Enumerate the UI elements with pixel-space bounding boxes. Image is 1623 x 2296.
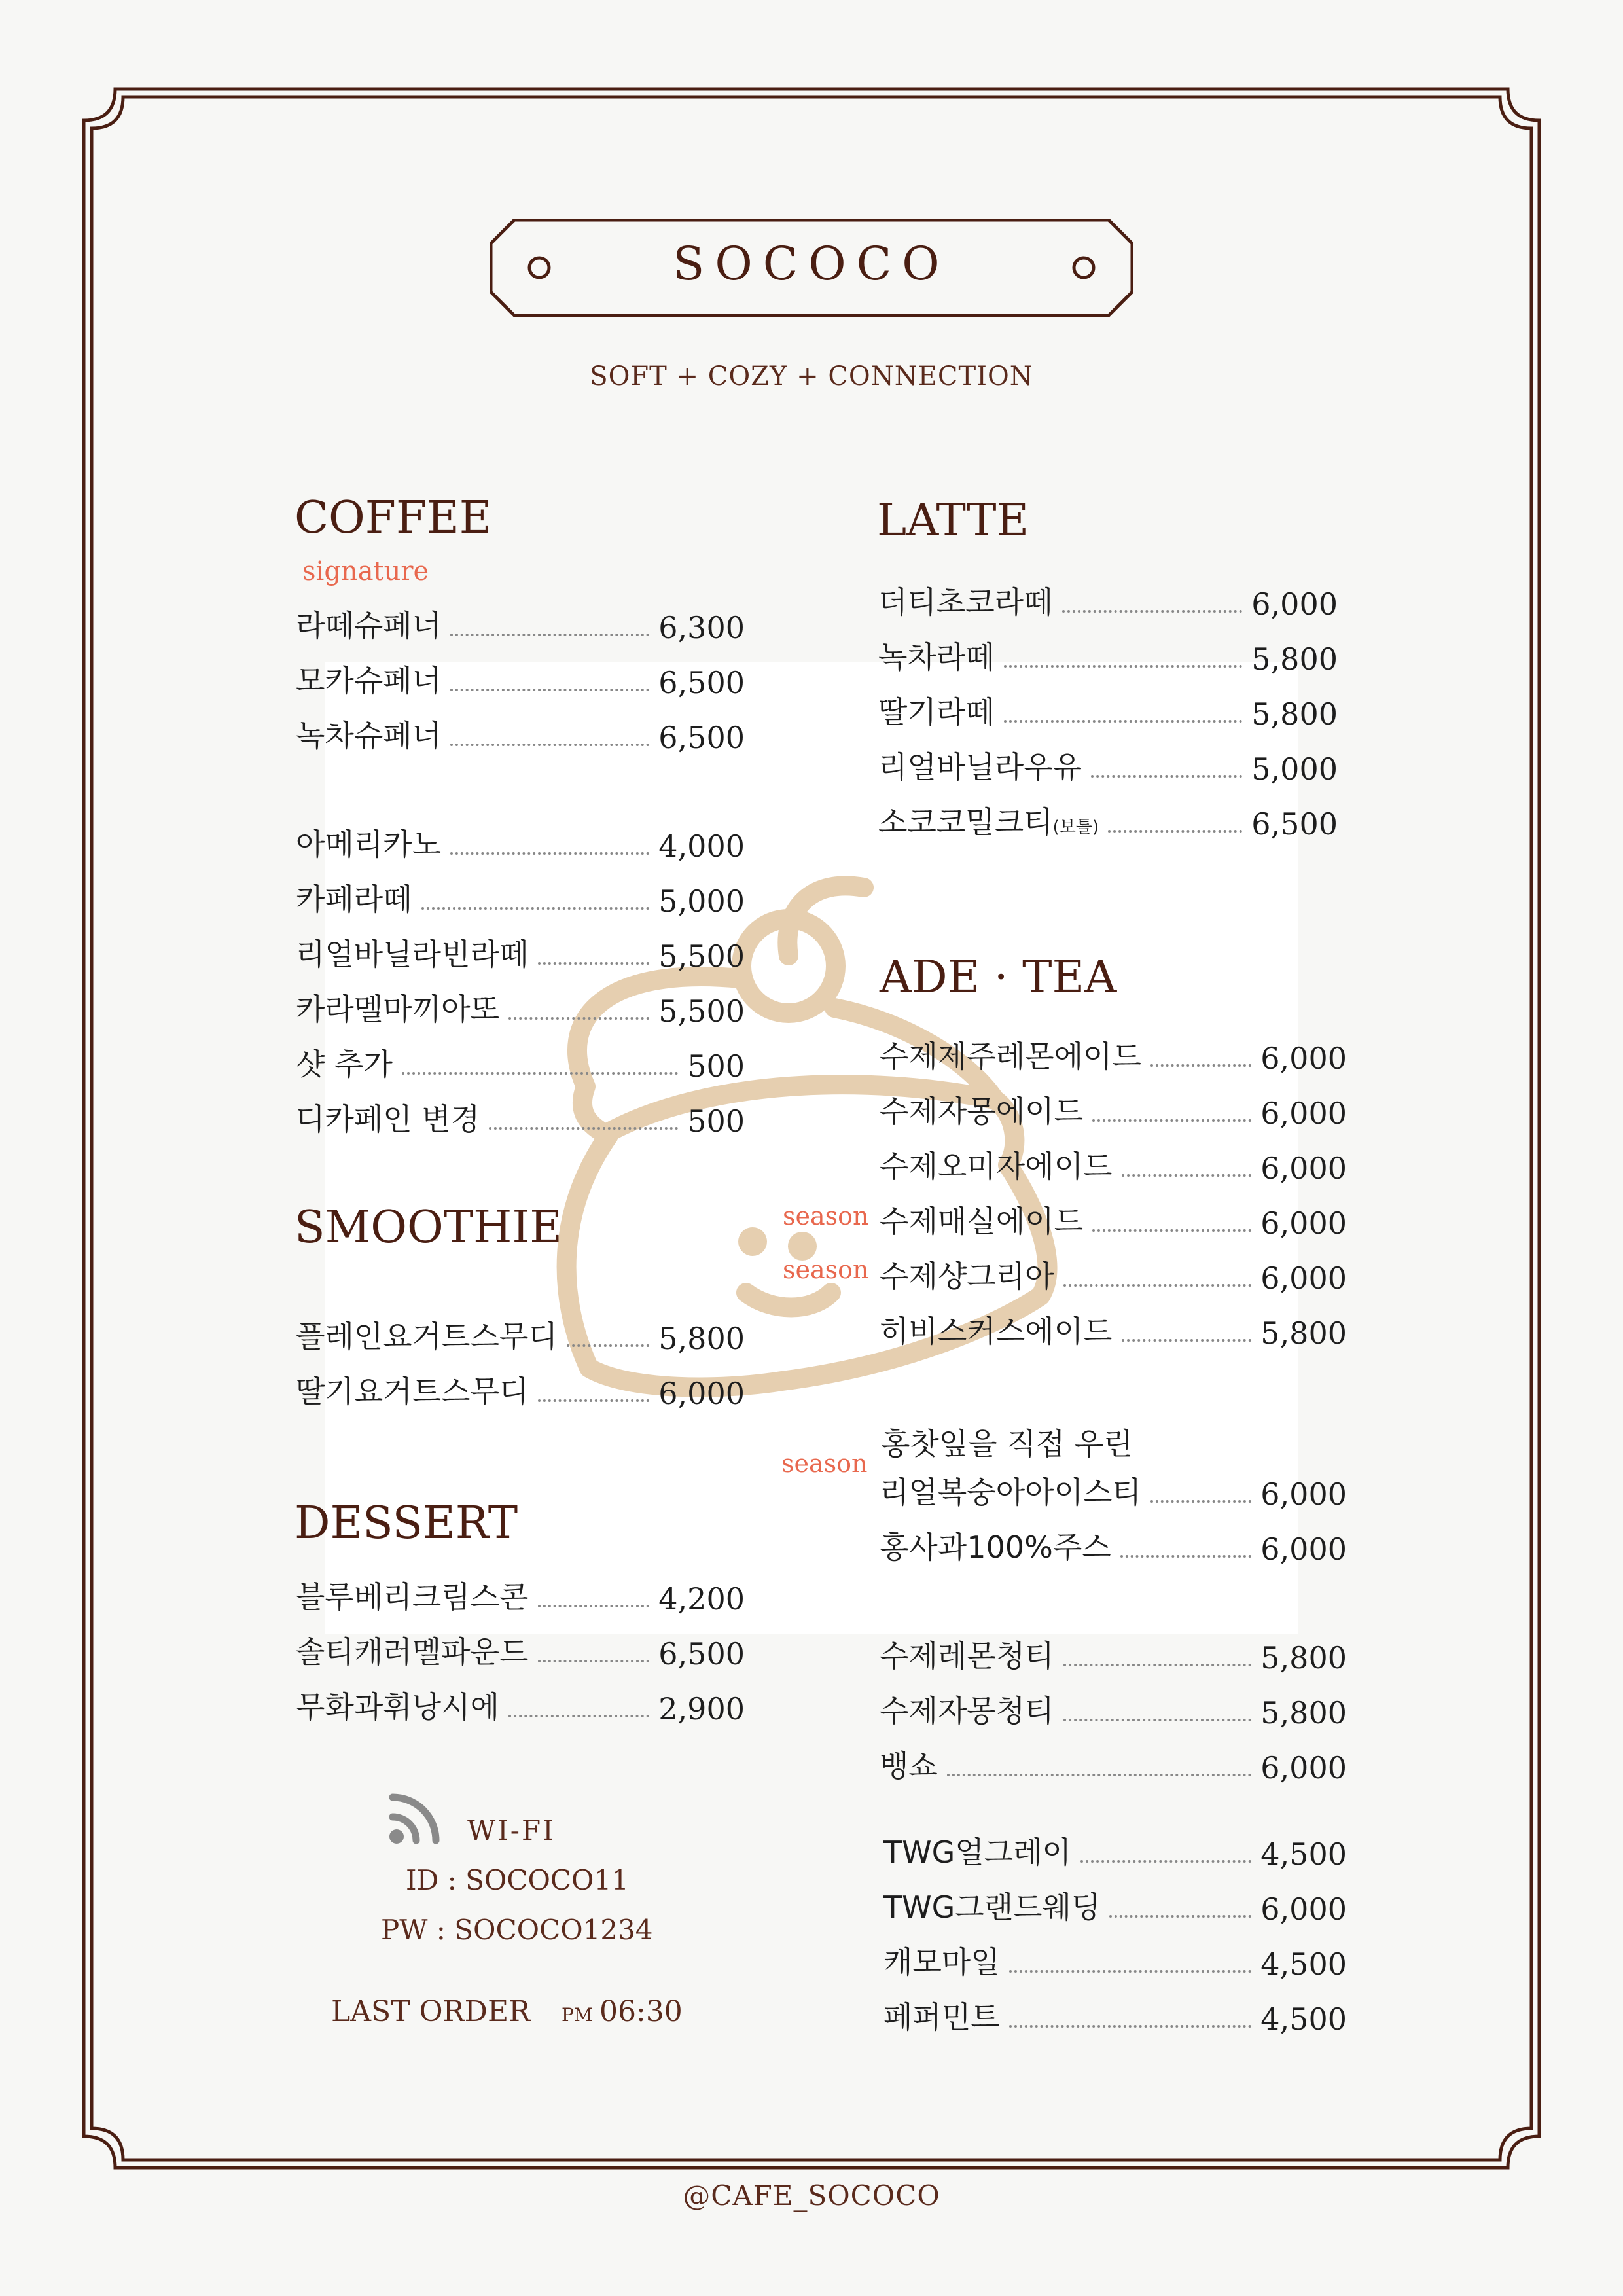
menu-item: 모카슈페너 6,500 <box>296 663 745 700</box>
menu-item: 홍사과100%주스 6,000 <box>880 1530 1347 1567</box>
menu-item: 카페라떼 5,000 <box>296 882 745 919</box>
menu-item: 소코코밀크티(보틀) 6,500 <box>878 804 1338 842</box>
wifi-icon <box>389 1792 441 1844</box>
brand-name: SOCOCO <box>673 237 950 291</box>
menu-item: 무화과휘낭시에 2,900 <box>296 1689 745 1727</box>
last-order-label: LAST ORDER <box>331 1995 531 2028</box>
last-order-time: 06:30 <box>599 1995 683 2028</box>
season-tag: season <box>783 1255 869 1284</box>
menu-item: 수제레몬청티 5,800 <box>880 1638 1347 1676</box>
menu-item: 수제자몽에이드 6,000 <box>880 1094 1347 1131</box>
menu-item: TWG얼그레이 4,500 <box>883 1835 1347 1872</box>
wifi-id: ID : SOCOCO11 <box>406 1864 629 1896</box>
menu-item: 수제자몽청티 5,800 <box>880 1693 1347 1731</box>
menu-item: 디카페인 변경 500 <box>296 1102 745 1139</box>
menu-item: 딸기라떼 5,800 <box>878 694 1338 732</box>
menu-item: 딸기요거트스무디 6,000 <box>296 1374 745 1411</box>
dessert-title: DESSERT <box>294 1498 518 1549</box>
ade-tea-title: ADE · TEA <box>880 952 1117 1003</box>
menu-item: TWG그랜드웨딩 6,000 <box>883 1890 1347 1927</box>
menu-item: 페퍼민트 4,500 <box>883 2000 1347 2037</box>
menu-item: 플레인요거트스무디 5,800 <box>296 1319 745 1356</box>
menu-item: 카라멜마끼아또 5,500 <box>296 992 745 1029</box>
menu-item: 캐모마일 4,500 <box>883 1945 1347 1982</box>
menu-item: 녹차라떼 5,800 <box>878 639 1338 677</box>
menu-item: 더티초코라떼 6,000 <box>878 584 1338 622</box>
wifi-pw: PW : SOCOCO1234 <box>381 1914 653 1946</box>
smoothie-title: SMOOTHIE <box>294 1202 562 1253</box>
wifi-label: WI-FI <box>467 1814 556 1846</box>
menu-item: 수제샹그리아 6,000 <box>880 1259 1347 1296</box>
menu-item: 히비스커스에이드 5,800 <box>880 1314 1347 1351</box>
menu-item: 수제오미자에이드 6,000 <box>880 1149 1347 1186</box>
latte-title: LATTE <box>877 495 1029 547</box>
menu-item: 리얼복숭아아이스티 6,000 <box>880 1475 1347 1512</box>
menu-item: 블루베리크림스콘 4,200 <box>296 1579 745 1617</box>
menu-item: 녹차슈페너 6,500 <box>296 718 745 755</box>
menu-item: 리얼바닐라빈라떼 5,500 <box>296 937 745 974</box>
coffee-title: COFFEE <box>294 492 492 544</box>
menu-item: 리얼바닐라우유 5,000 <box>878 749 1338 787</box>
brand-tagline: SOFT + COZY + CONNECTION <box>590 361 1033 391</box>
season-tag: season <box>783 1202 869 1230</box>
last-order-ampm: PM <box>562 2004 593 2026</box>
coffee-subtitle: signature <box>302 556 429 586</box>
season-tag: season <box>781 1449 868 1478</box>
menu-item: 수제제주레몬에이드 6,000 <box>880 1039 1347 1076</box>
instagram-handle: @CAFE_SOCOCO <box>683 2179 940 2212</box>
menu-item: 아메리카노 4,000 <box>296 827 745 864</box>
brewed-note: 홍찻잎을 직접 우린 <box>881 1426 1133 1462</box>
menu-item: 솔티캐러멜파운드 6,500 <box>296 1634 745 1672</box>
menu-item: 라떼슈페너 6,300 <box>296 608 745 645</box>
menu-item: 뱅쇼 6,000 <box>880 1748 1347 1785</box>
menu-item: 샷 추가 500 <box>296 1047 745 1084</box>
menu-item: 수제매실에이드 6,000 <box>880 1204 1347 1241</box>
